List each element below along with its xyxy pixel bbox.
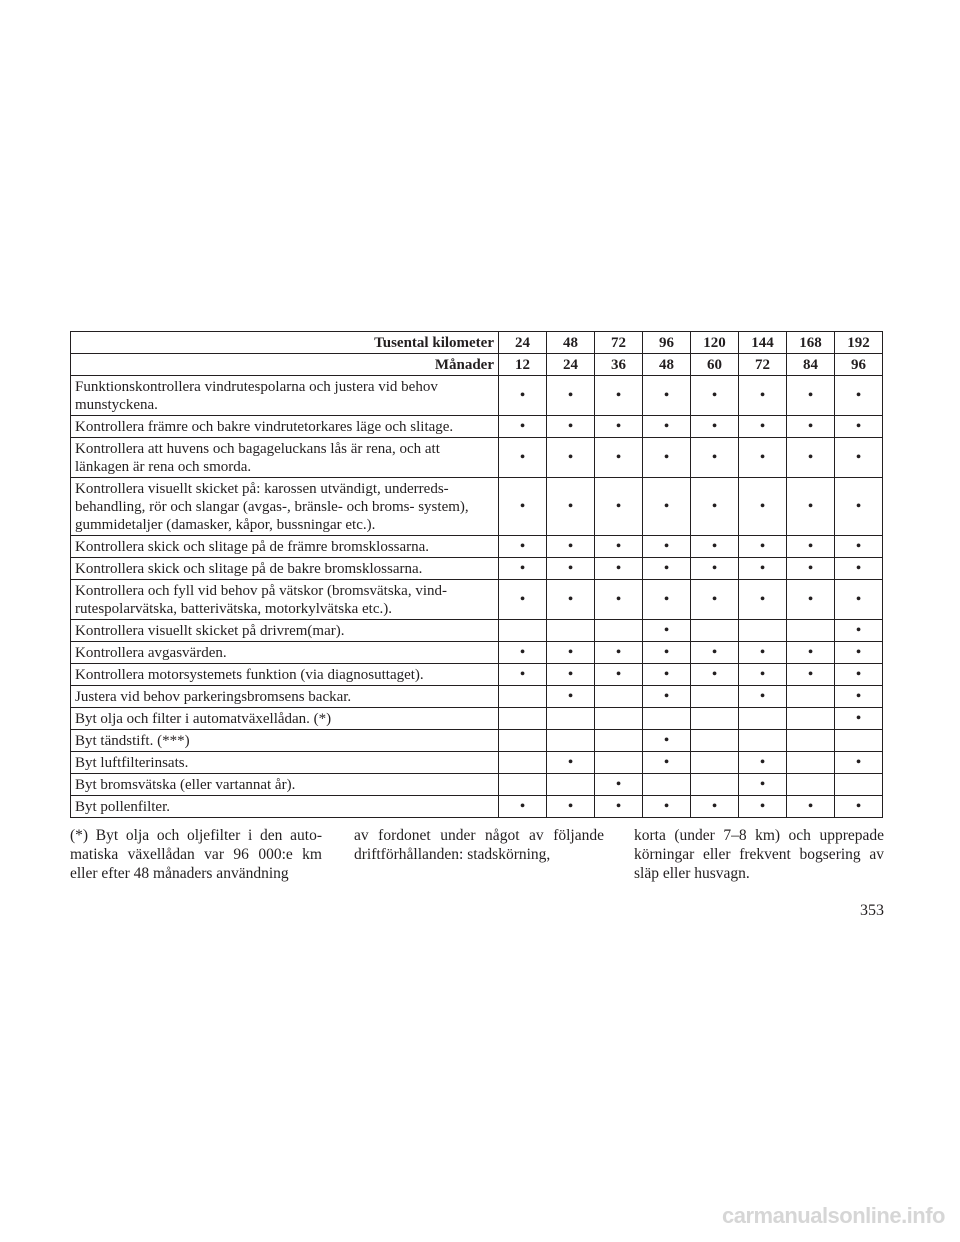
- header-months-label: Månader: [71, 354, 499, 376]
- table-row: [71, 664, 883, 686]
- task-label: Kontrollera skick och slitage på de främre bromsklossarna.: [71, 536, 499, 558]
- service-mark: •: [835, 708, 883, 730]
- service-mark: •: [595, 376, 643, 416]
- header-months-value: 24: [547, 354, 595, 376]
- service-mark: •: [643, 580, 691, 620]
- service-mark: •: [739, 478, 787, 536]
- header-months-value: 12: [499, 354, 547, 376]
- task-label: Byt luftfilterinsats.: [71, 752, 499, 774]
- service-mark: •: [547, 642, 595, 664]
- service-mark: •: [595, 536, 643, 558]
- service-mark: •: [499, 642, 547, 664]
- service-mark: •: [739, 796, 787, 818]
- empty-cell: [787, 620, 835, 642]
- service-mark: •: [547, 686, 595, 708]
- service-mark: •: [499, 416, 547, 438]
- task-label: Kontrollera motorsystemets funktion (via diagnosuttaget).: [71, 664, 499, 686]
- service-mark: •: [499, 580, 547, 620]
- service-mark: •: [787, 478, 835, 536]
- service-mark: •: [547, 796, 595, 818]
- task-label: Byt olja och filter i automatväxellådan. (*): [71, 708, 499, 730]
- empty-cell: [547, 774, 595, 796]
- table-row: [71, 686, 883, 708]
- service-mark: •: [835, 580, 883, 620]
- service-mark: •: [595, 438, 643, 478]
- header-row-km: [71, 332, 883, 354]
- empty-cell: [691, 708, 739, 730]
- task-label: Kontrollera visuellt skicket på: karossen utvändigt, underreds- behandling, rör och slangar (avgas-, bränsle- och broms- system), gummidetaljer (damasker, kåpor, bussningar etc.).: [71, 478, 499, 536]
- empty-cell: [595, 686, 643, 708]
- service-mark: •: [547, 536, 595, 558]
- empty-cell: [595, 752, 643, 774]
- service-mark: •: [499, 376, 547, 416]
- task-label: Kontrollera skick och slitage på de bakre bromsklossarna.: [71, 558, 499, 580]
- service-mark: •: [691, 642, 739, 664]
- service-mark: •: [595, 416, 643, 438]
- empty-cell: [547, 620, 595, 642]
- empty-cell: [499, 708, 547, 730]
- service-mark: •: [595, 580, 643, 620]
- service-mark: •: [691, 580, 739, 620]
- service-mark: •: [691, 664, 739, 686]
- empty-cell: [691, 620, 739, 642]
- service-mark: •: [835, 376, 883, 416]
- service-mark: •: [691, 478, 739, 536]
- header-km-value: 168: [787, 332, 835, 354]
- header-km-value: 96: [643, 332, 691, 354]
- service-mark: •: [739, 580, 787, 620]
- table-row: [71, 558, 883, 580]
- header-km-value: 72: [595, 332, 643, 354]
- service-mark: •: [691, 416, 739, 438]
- service-mark: •: [739, 536, 787, 558]
- service-mark: •: [547, 752, 595, 774]
- footnote-column-1: (*) Byt olja och oljefilter i den auto- matiska växellådan var 96 000:e km eller efter 48 månaders användning: [70, 827, 322, 882]
- service-mark: •: [739, 416, 787, 438]
- service-mark: •: [835, 642, 883, 664]
- header-km-label: Tusental kilometer: [71, 332, 499, 354]
- service-mark: •: [835, 478, 883, 536]
- service-mark: •: [787, 642, 835, 664]
- empty-cell: [739, 708, 787, 730]
- service-mark: •: [595, 642, 643, 664]
- footnote-column-3: korta (under 7–8 km) och upprepade körningar eller frekvent bogsering av släp eller husvagn.: [634, 827, 884, 882]
- service-mark: •: [643, 664, 691, 686]
- empty-cell: [595, 708, 643, 730]
- service-mark: •: [787, 416, 835, 438]
- watermark-text[interactable]: carmanualsonline.info: [722, 1203, 945, 1228]
- empty-cell: [835, 774, 883, 796]
- empty-cell: [739, 620, 787, 642]
- empty-cell: [691, 730, 739, 752]
- table-row: [71, 376, 883, 416]
- table-row: [71, 478, 883, 536]
- header-km-value: 24: [499, 332, 547, 354]
- task-label: Byt bromsvätska (eller vartannat år).: [71, 774, 499, 796]
- service-mark: •: [499, 536, 547, 558]
- service-mark: •: [835, 558, 883, 580]
- service-mark: •: [547, 580, 595, 620]
- service-mark: •: [739, 438, 787, 478]
- service-mark: •: [643, 620, 691, 642]
- service-mark: •: [547, 478, 595, 536]
- service-mark: •: [835, 416, 883, 438]
- service-mark: •: [595, 796, 643, 818]
- empty-cell: [691, 752, 739, 774]
- empty-cell: [547, 730, 595, 752]
- service-mark: •: [547, 558, 595, 580]
- empty-cell: [691, 774, 739, 796]
- service-mark: •: [835, 536, 883, 558]
- task-label: Kontrollera visuellt skicket på drivrem(mar).: [71, 620, 499, 642]
- service-mark: •: [643, 478, 691, 536]
- empty-cell: [499, 686, 547, 708]
- service-mark: •: [643, 730, 691, 752]
- service-mark: •: [547, 376, 595, 416]
- service-mark: •: [595, 558, 643, 580]
- service-mark: •: [835, 752, 883, 774]
- service-mark: •: [595, 774, 643, 796]
- service-mark: •: [835, 686, 883, 708]
- header-row-months: [71, 354, 883, 376]
- service-mark: •: [835, 796, 883, 818]
- table-row: [71, 536, 883, 558]
- empty-cell: [739, 730, 787, 752]
- task-label: Justera vid behov parkeringsbromsens backar.: [71, 686, 499, 708]
- table-row: [71, 580, 883, 620]
- service-mark: •: [691, 558, 739, 580]
- service-mark: •: [739, 752, 787, 774]
- service-mark: •: [499, 796, 547, 818]
- footnote-column-2: av fordonet under något av följande driftförhållanden: stadskörning,: [354, 827, 604, 863]
- service-mark: •: [739, 774, 787, 796]
- service-mark: •: [643, 416, 691, 438]
- service-mark: •: [835, 620, 883, 642]
- empty-cell: [595, 730, 643, 752]
- service-mark: •: [787, 580, 835, 620]
- empty-cell: [787, 686, 835, 708]
- service-mark: •: [691, 376, 739, 416]
- table-row: [71, 438, 883, 478]
- schedule-table-body: [71, 332, 883, 818]
- task-label: Byt tändstift. (***): [71, 730, 499, 752]
- table-row: [71, 620, 883, 642]
- service-mark: •: [691, 796, 739, 818]
- table-row: [71, 708, 883, 730]
- service-mark: •: [787, 376, 835, 416]
- table-row: [71, 730, 883, 752]
- service-mark: •: [547, 416, 595, 438]
- header-months-value: 84: [787, 354, 835, 376]
- service-mark: •: [835, 664, 883, 686]
- empty-cell: [595, 620, 643, 642]
- page-number: 353: [860, 902, 884, 919]
- header-months-value: 60: [691, 354, 739, 376]
- service-mark: •: [643, 796, 691, 818]
- service-mark: •: [547, 664, 595, 686]
- empty-cell: [787, 774, 835, 796]
- service-mark: •: [787, 558, 835, 580]
- service-mark: •: [643, 438, 691, 478]
- service-mark: •: [643, 536, 691, 558]
- table-row: [71, 642, 883, 664]
- empty-cell: [499, 774, 547, 796]
- empty-cell: [787, 730, 835, 752]
- task-label: Funktionskontrollera vindrutespolarna och justera vid behov munstyckena.: [71, 376, 499, 416]
- task-label: Kontrollera och fyll vid behov på vätskor (bromsvätska, vind- rutespolarvätska, batterivätska, motorkylvätska etc.).: [71, 580, 499, 620]
- service-mark: •: [499, 438, 547, 478]
- empty-cell: [499, 620, 547, 642]
- service-mark: •: [643, 558, 691, 580]
- service-mark: •: [643, 376, 691, 416]
- empty-cell: [643, 774, 691, 796]
- task-label: Byt pollenfilter.: [71, 796, 499, 818]
- header-months-value: 96: [835, 354, 883, 376]
- header-months-value: 72: [739, 354, 787, 376]
- empty-cell: [787, 752, 835, 774]
- service-mark: •: [787, 438, 835, 478]
- service-mark: •: [643, 686, 691, 708]
- service-mark: •: [499, 664, 547, 686]
- service-mark: •: [739, 664, 787, 686]
- empty-cell: [835, 730, 883, 752]
- service-mark: •: [643, 642, 691, 664]
- table-row: [71, 774, 883, 796]
- empty-cell: [787, 708, 835, 730]
- table-row: [71, 796, 883, 818]
- header-km-value: 120: [691, 332, 739, 354]
- empty-cell: [547, 708, 595, 730]
- table-row: [71, 752, 883, 774]
- service-mark: •: [499, 478, 547, 536]
- service-mark: •: [739, 376, 787, 416]
- header-km-value: 144: [739, 332, 787, 354]
- service-mark: •: [835, 438, 883, 478]
- header-km-value: 192: [835, 332, 883, 354]
- service-mark: •: [787, 664, 835, 686]
- service-mark: •: [547, 438, 595, 478]
- service-mark: •: [595, 664, 643, 686]
- header-months-value: 48: [643, 354, 691, 376]
- task-label: Kontrollera avgasvärden.: [71, 642, 499, 664]
- task-label: Kontrollera främre och bakre vindrutetorkares läge och slitage.: [71, 416, 499, 438]
- service-mark: •: [739, 642, 787, 664]
- service-mark: •: [787, 536, 835, 558]
- empty-cell: [499, 752, 547, 774]
- service-mark: •: [643, 752, 691, 774]
- service-mark: •: [739, 686, 787, 708]
- maintenance-schedule-table: [70, 331, 883, 818]
- table-row: [71, 416, 883, 438]
- empty-cell: [643, 708, 691, 730]
- header-months-value: 36: [595, 354, 643, 376]
- service-mark: •: [739, 558, 787, 580]
- empty-cell: [499, 730, 547, 752]
- empty-cell: [691, 686, 739, 708]
- header-km-value: 48: [547, 332, 595, 354]
- service-mark: •: [691, 438, 739, 478]
- service-mark: •: [691, 536, 739, 558]
- service-mark: •: [499, 558, 547, 580]
- task-label: Kontrollera att huvens och bagageluckans lås är rena, och att länkagen är rena och smorda.: [71, 438, 499, 478]
- service-mark: •: [595, 478, 643, 536]
- service-mark: •: [787, 796, 835, 818]
